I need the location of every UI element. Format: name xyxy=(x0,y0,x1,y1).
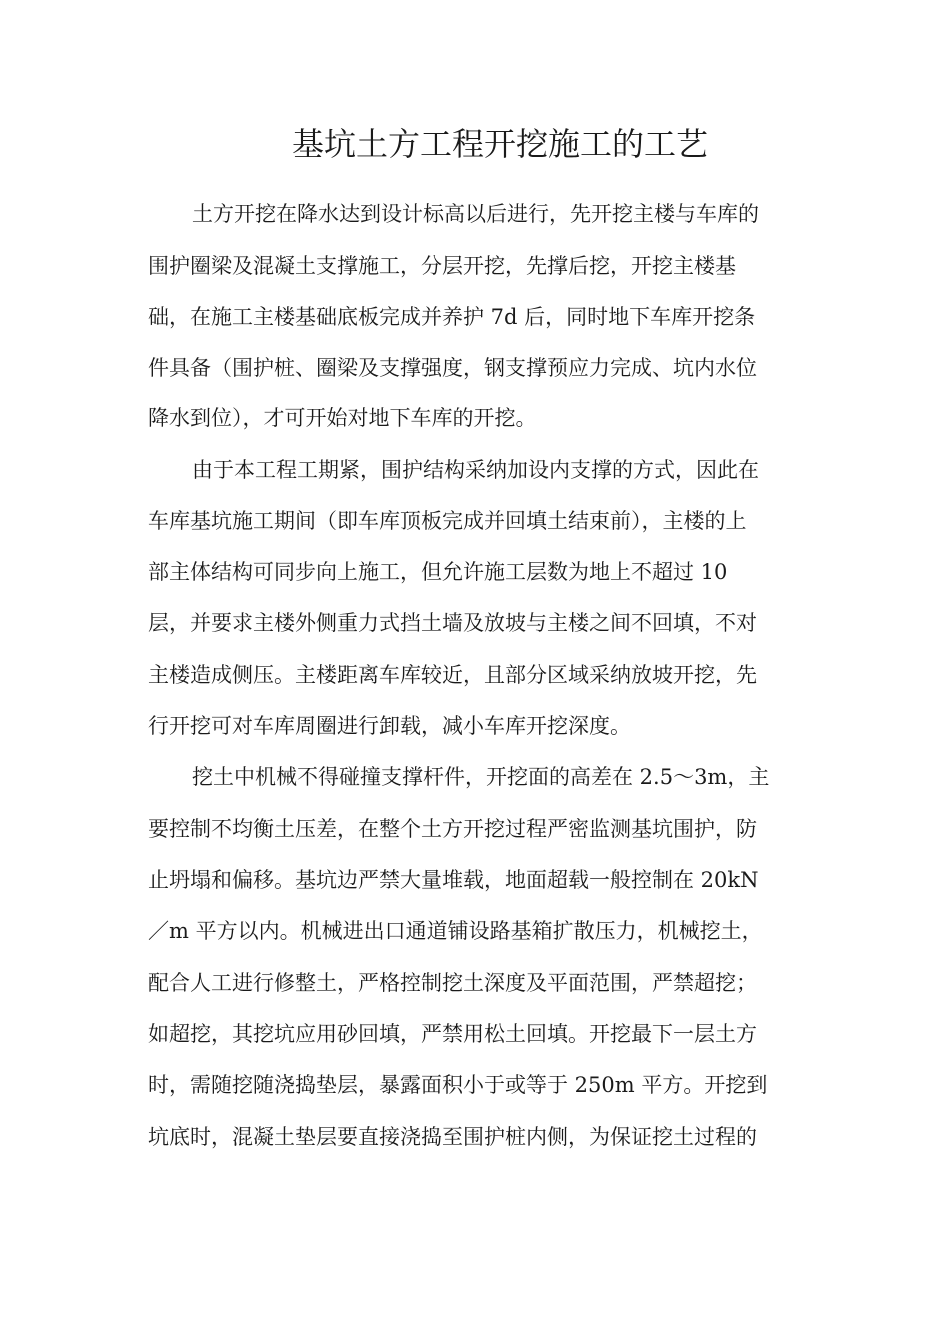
paragraph-3-line-8: 坑底时，混凝土垫层要直接浇捣至围护桩内侧，为保证挖土过程的 xyxy=(148,1125,757,1149)
paragraph-1-line-4: 件具备（围护桩、圈梁及支撑强度，钢支撑预应力完成、坑内水位 xyxy=(148,356,757,380)
paragraph-2-line-1: 由于本工程工期紧，围护结构采纳加设内支撑的方式，因此在 xyxy=(192,458,759,482)
paragraph-3-line-7: 时，需随挖随浇捣垫层，暴露面积小于或等于 250m 平方。开挖到 xyxy=(148,1073,768,1097)
paragraph-3-line-5: 配合人工进行修整土，严格控制挖土深度及平面范围，严禁超挖； xyxy=(148,971,757,995)
paragraph-1-line-2: 围护圈梁及混凝土支撑施工，分层开挖，先撑后挖，开挖主楼基 xyxy=(148,254,736,278)
paragraph-2-line-3: 部主体结构可同步向上施工，但允许施工层数为地上不超过 10 xyxy=(148,560,728,584)
paragraph-3-line-1: 挖土中机械不得碰撞支撑杆件，开挖面的高差在 2.5～3m，主 xyxy=(192,765,770,789)
paragraph-3-line-6: 如超挖，其挖坑应用砂回填，严禁用松土回填。开挖最下一层土方 xyxy=(148,1022,757,1046)
paragraph-1-line-3: 础，在施工主楼基础底板完成并养护 7d 后，同时地下车库开挖条 xyxy=(148,305,756,329)
paragraph-2-line-4: 层，并要求主楼外侧重力式挡土墙及放坡与主楼之间不回填，不对 xyxy=(148,611,757,635)
paragraph-2-line-2: 车库基坑施工期间（即车库顶板完成并回填土结束前），主楼的上 xyxy=(148,509,747,533)
paragraph-3-line-2: 要控制不均衡土压差，在整个土方开挖过程严密监测基坑围护，防 xyxy=(148,817,757,841)
paragraph-2-line-6: 行开挖可对车库周圈进行卸载，减小车库开挖深度。 xyxy=(148,714,631,738)
paragraph-3-line-3: 止坍塌和偏移。基坑边严禁大量堆载，地面超载一般控制在 20kN xyxy=(148,868,759,892)
paragraph-2-line-5: 主楼造成侧压。主楼距离车库较近，且部分区域采纳放坡开挖，先 xyxy=(148,663,757,687)
paragraph-3-line-4: ／m 平方以内。机械进出口通道铺设路基箱扩散压力，机械挖土， xyxy=(148,919,763,943)
document-title: 基坑土方工程开挖施工的工艺 xyxy=(292,125,709,163)
paragraph-1-line-5: 降水到位），才可开始对地下车库的开挖。 xyxy=(148,406,537,430)
paragraph-1-line-1: 土方开挖在降水达到设计标高以后进行，先开挖主楼与车库的 xyxy=(192,202,759,226)
